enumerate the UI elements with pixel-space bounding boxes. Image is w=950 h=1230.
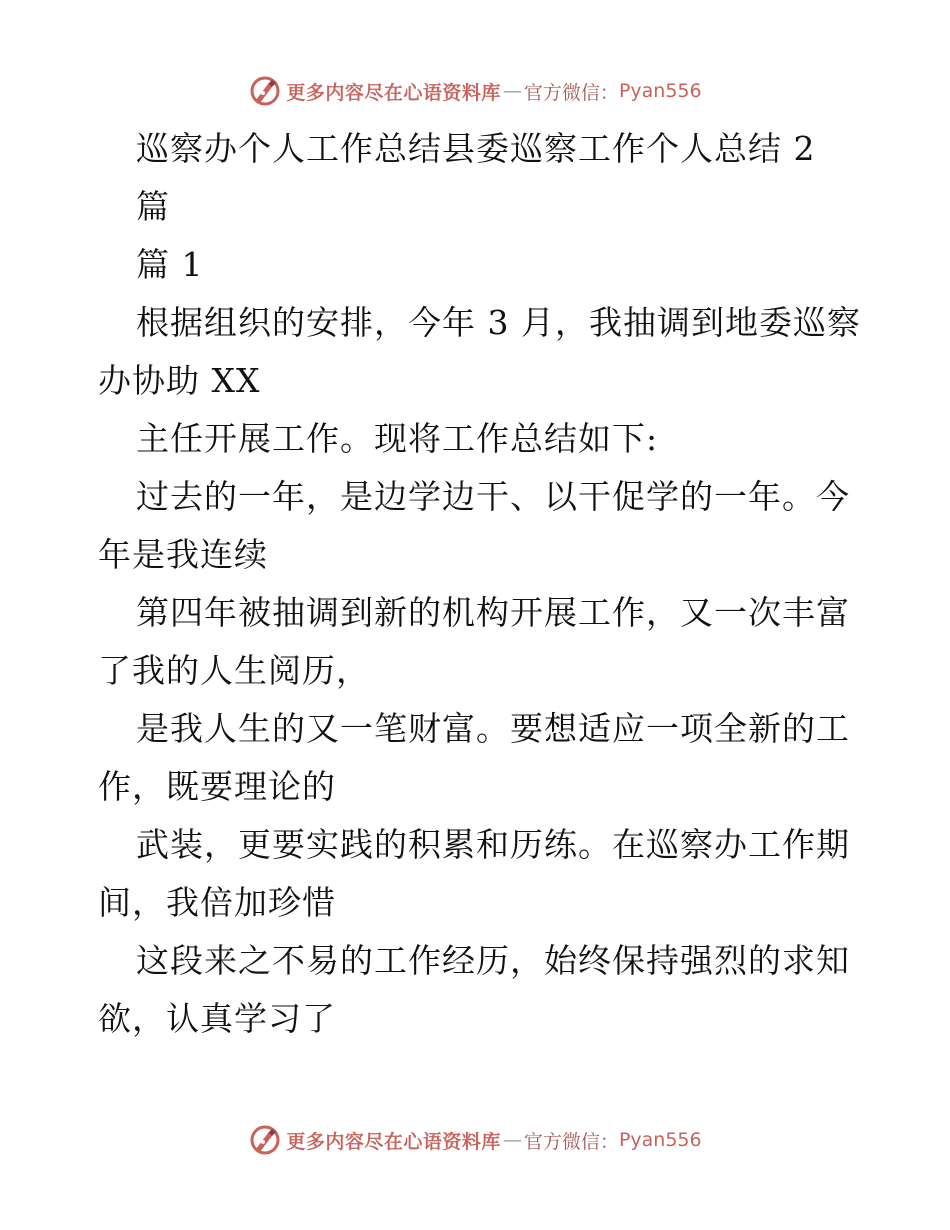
paragraph-line: 欲，认真学习了 [98, 999, 336, 1038]
footer-separator: — [502, 1129, 522, 1151]
paragraph-line: 是我人生的又一笔财富。要想适应一项全新的工 [136, 709, 850, 748]
paragraph-line: 根据组织的安排，今年 3 月，我抽调到地委巡察 [136, 303, 861, 342]
pen-logo-icon [248, 1123, 282, 1157]
pen-logo-icon [248, 74, 282, 108]
paragraph-line: 武装，更要实践的积累和历练。在巡察办工作期 [136, 825, 850, 864]
paragraph-line: 过去的一年，是边学边干、以干促学的一年。今 [136, 477, 850, 516]
footer-wechat-id: Pyan556 [618, 1129, 702, 1151]
footer-brand: 更多内容尽在心语资料库 [286, 1130, 501, 1153]
footer-wechat-label: 官方微信： [523, 1130, 619, 1153]
doc-title-line-2: 篇 [136, 187, 170, 226]
document-body [98, 120, 861, 1048]
paragraph-line: 了我的人生阅历， [98, 651, 370, 690]
paragraph-line: 第四年被抽调到新的机构开展工作，又一次丰富 [136, 593, 850, 632]
paragraph-line: 主任开展工作。现将工作总结如下: [136, 419, 659, 458]
paragraph-line: 办协助 XX [98, 361, 261, 400]
footer-banner [0, 1120, 950, 1160]
header-brand: 更多内容尽在心语资料库 [286, 81, 501, 104]
paragraph-line: 年是我连续 [98, 535, 268, 574]
paragraph-line: 间，我倍加珍惜 [98, 883, 336, 922]
header-banner [0, 71, 950, 111]
header-separator: — [502, 80, 522, 102]
section-heading: 篇 1 [136, 245, 204, 284]
doc-title-line-1: 巡察办个人工作总结县委巡察工作个人总结 2 [136, 129, 816, 168]
paragraph-line: 作，既要理论的 [98, 767, 336, 806]
header-wechat-id: Pyan556 [618, 80, 702, 102]
header-wechat-label: 官方微信： [523, 81, 619, 104]
paragraph-line: 这段来之不易的工作经历，始终保持强烈的求知 [136, 941, 850, 980]
